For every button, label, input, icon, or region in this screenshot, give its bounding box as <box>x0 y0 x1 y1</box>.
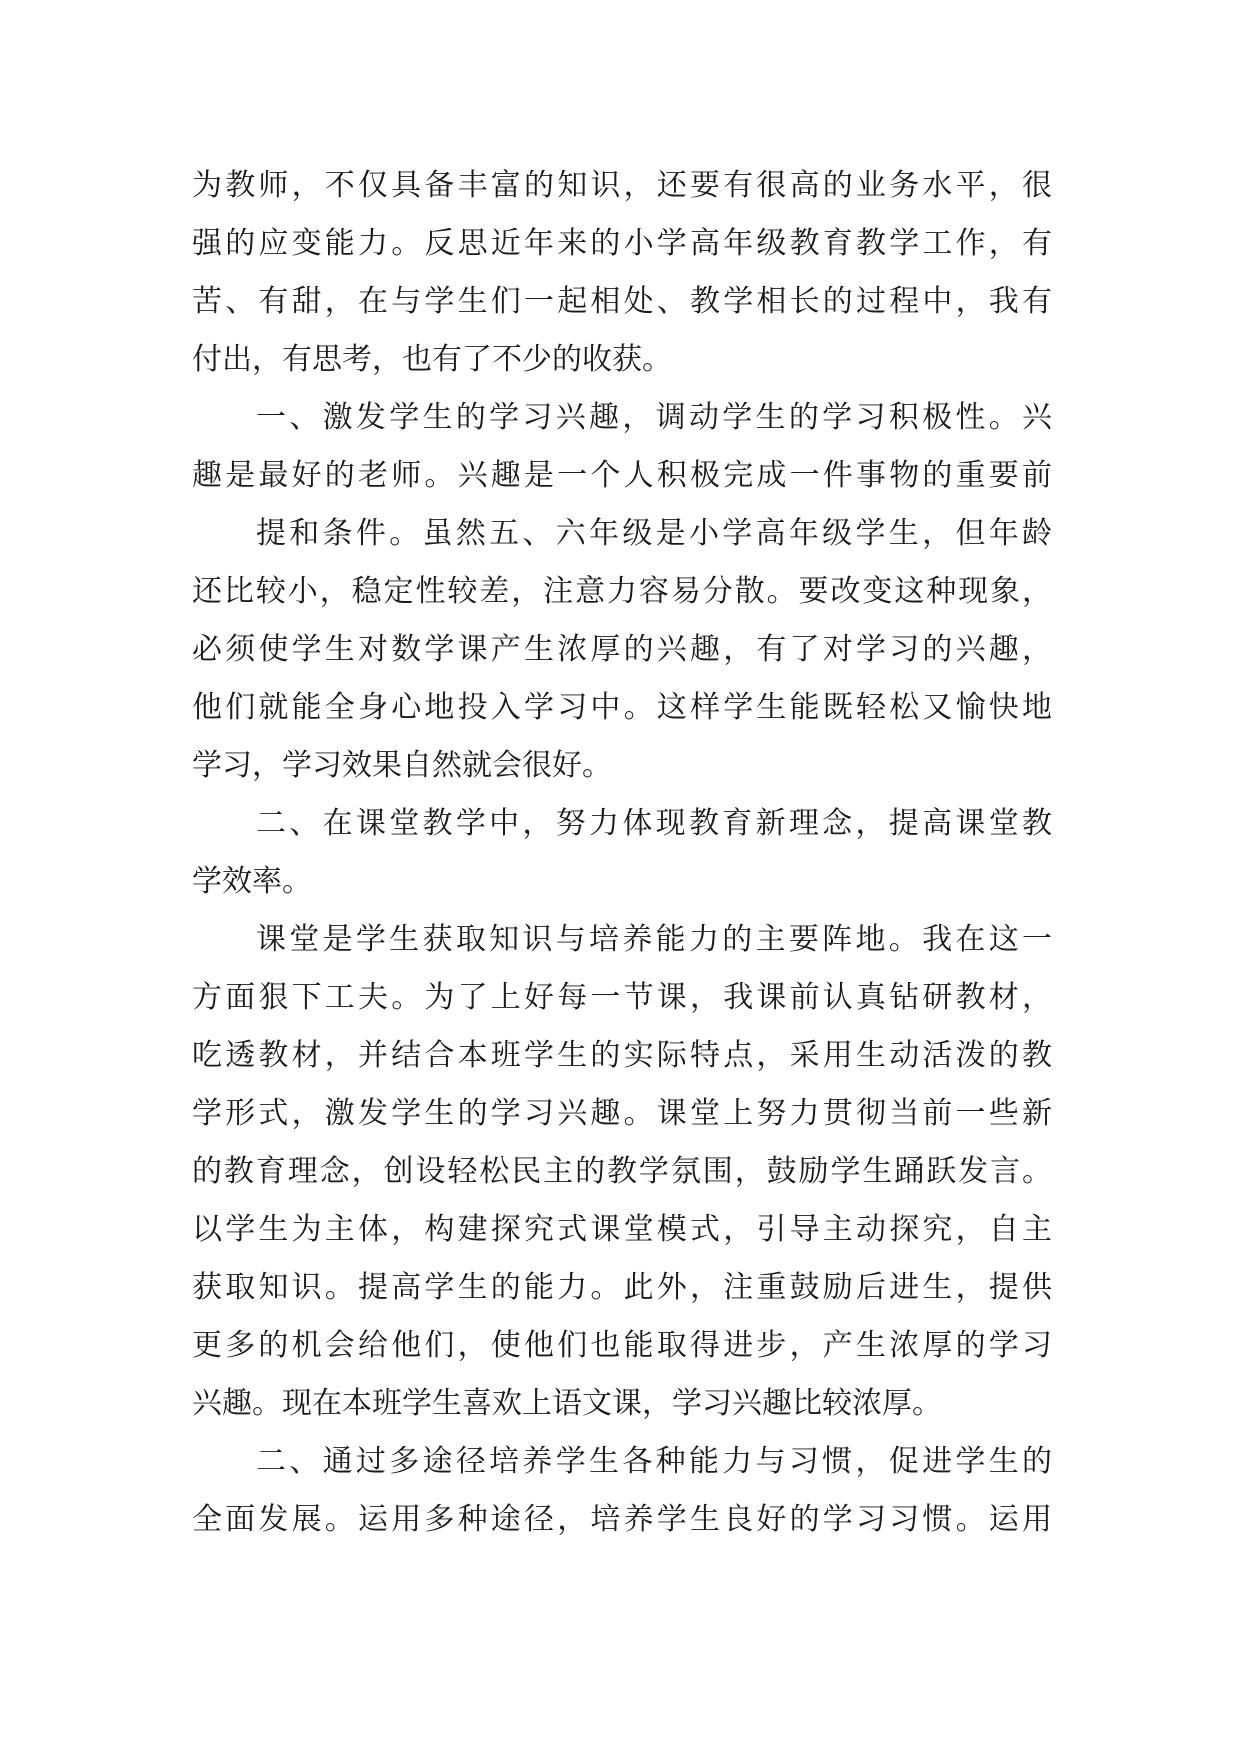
text-line-17: 学形式，激发学生的学习兴趣。课堂上努力贯彻当前一些新 <box>192 1096 1052 1131</box>
text-line-21: 更多的机会给他们，使他们也能取得进步，产生浓厚的学习 <box>192 1328 1052 1363</box>
text-line-23: 二、通过多途径培养学生各种能力与习惯，促进学生的 <box>256 1444 1052 1479</box>
text-line-13: 学效率。 <box>192 864 312 899</box>
text-line-6: 趣是最好的老师。兴趣是一个人积极完成一件事物的重要前 <box>192 458 1052 493</box>
text-line-15: 方面狠下工夫。为了上好每一节课，我课前认真钻研教材， <box>192 980 1052 1015</box>
text-line-4: 付出，有思考，也有了不少的收获。 <box>192 342 672 377</box>
text-line-22: 兴趣。现在本班学生喜欢上语文课，学习兴趣比较浓厚。 <box>192 1386 942 1421</box>
text-line-10: 他们就能全身心地投入学习中。这样学生能既轻松又愉快地 <box>192 690 1052 725</box>
text-line-16: 吃透教材，并结合本班学生的实际特点，采用生动活泼的教 <box>192 1038 1052 1073</box>
text-line-12: 二、在课堂教学中，努力体现教育新理念，提高课堂教 <box>256 806 1052 841</box>
text-line-20: 获取知识。提高学生的能力。此外，注重鼓励后进生，提供 <box>192 1270 1052 1305</box>
text-line-9: 必须使学生对数学课产生浓厚的兴趣，有了对学习的兴趣， <box>192 632 1052 667</box>
text-line-7: 提和条件。虽然五、六年级是小学高年级学生，但年龄 <box>256 516 1052 551</box>
text-line-19: 以学生为主体，构建探究式课堂模式，引导主动探究，自主 <box>192 1212 1052 1247</box>
text-line-5: 一、激发学生的学习兴趣，调动学生的学习积极性。兴 <box>256 400 1052 435</box>
text-line-18: 的教育理念，创设轻松民主的教学氛围，鼓励学生踊跃发言。 <box>192 1154 1052 1189</box>
text-line-8: 还比较小，稳定性较差，注意力容易分散。要改变这种现象， <box>192 574 1052 609</box>
text-line-11: 学习，学习效果自然就会很好。 <box>192 748 612 783</box>
text-line-14: 课堂是学生获取知识与培养能力的主要阵地。我在这一 <box>256 922 1052 957</box>
text-line-2: 强的应变能力。反思近年来的小学高年级教育教学工作，有 <box>192 226 1052 261</box>
text-line-1: 为教师，不仅具备丰富的知识，还要有很高的业务水平，很 <box>192 168 1052 203</box>
text-line-3: 苦、有甜，在与学生们一起相处、教学相长的过程中，我有 <box>192 284 1052 319</box>
text-line-24: 全面发展。运用多种途径，培养学生良好的学习习惯。运用 <box>192 1502 1052 1537</box>
